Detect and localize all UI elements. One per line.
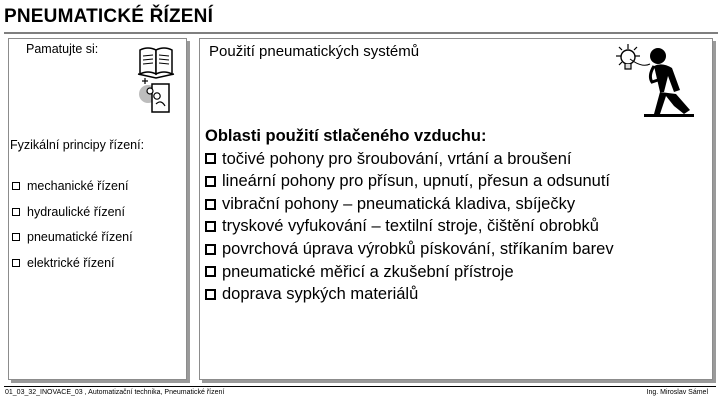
list-item-label: vibrační pohony – pneumatická kladiva, sbíječky [222,194,576,213]
footer-divider [4,386,716,387]
list-item [205,283,614,306]
list-item [205,215,614,238]
list-item-label: doprava sypkých materiálů [222,285,419,304]
checkbox-bullet-icon [205,289,216,300]
principles-title: Fyzikální principy řízení: [10,138,145,152]
list-item-label: pneumatické měřicí a zkušební přístroje [222,262,514,281]
checkbox-bullet-icon [205,153,216,164]
areas-title: Oblasti použití stlačeného vzduchu: [205,127,487,145]
list-item [12,256,115,270]
slide-title: PNEUMATICKÉ ŘÍZENÍ [4,6,214,27]
list-item-label: mechanické řízení [27,179,129,193]
open-book-clipart-icon [136,44,178,116]
list-item-label: elektrické řízení [27,256,115,270]
areas-block [205,125,614,306]
list-item-label: hydraulické řízení [27,205,125,219]
checkbox-bullet-icon [205,176,216,187]
footer-author: Ing. Miroslav Sámel [646,389,708,396]
list-item-label: točivé pohony pro šroubování, vrtání a broušení [222,149,572,168]
checkbox-bullet-icon [205,244,216,255]
list-item-label: tryskové vyfukování – textilní stroje, čištění obrobků [222,217,599,236]
thinking-man-lightbulb-icon [614,42,696,120]
list-item [12,179,128,193]
list-item [205,148,614,171]
list-item [12,230,133,244]
checkbox-bullet-icon [205,221,216,232]
list-item-label: pneumatické řízení [27,230,133,244]
checkbox-bullet-icon [12,182,20,190]
checkbox-bullet-icon [12,233,20,241]
checkbox-bullet-icon [205,266,216,277]
remember-label: Pamatujte si: [26,42,99,56]
list-item [205,238,614,261]
list-item [205,193,614,216]
list-item-label: lineární pohony pro přísun, upnutí, přesun a odsunutí [222,172,611,191]
title-divider [4,32,718,34]
list-item [205,170,614,193]
checkbox-bullet-icon [12,208,20,216]
footer-course-info: 01_03_32_INOVACE_03 , Automatizační technika, Pneumatické řízení [5,389,225,396]
usage-heading: Použití pneumatických systémů [209,43,420,60]
checkbox-bullet-icon [12,259,20,267]
list-item [12,205,125,219]
checkbox-bullet-icon [205,199,216,210]
list-item-label: povrchová úprava výrobků pískování, stříkaním barev [222,239,614,258]
list-item [205,261,614,284]
